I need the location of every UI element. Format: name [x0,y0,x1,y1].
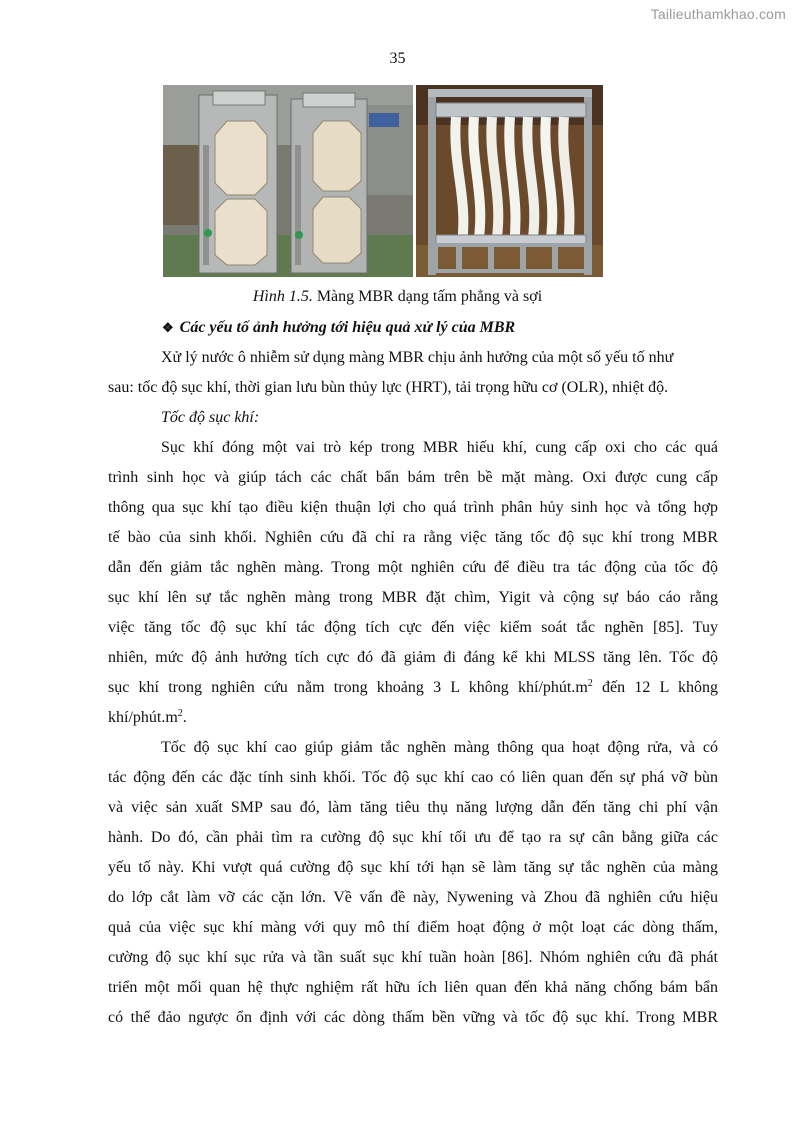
text-fragment: . [182,709,187,726]
section-heading [162,319,515,337]
watermark: Tailieuthamkhao.com [650,6,786,22]
text-fragment: đến 12 L không [592,679,719,696]
text-line: Tốc độ sục khí cao giúp giảm tắc nghẽn màng thông qua hoạt động rửa, và có [161,739,718,756]
text-fragment: sục khí trong nghiên cứu nằm trong khoảng 3 L không khí/phút.m [108,679,588,696]
text-line: do lớp cắt làm vỡ các cặn lớn. Về vấn đề này, Nywening và Zhou đã nghiên cứu hiệu [108,889,718,906]
text-line: tác động đến các đặc tính sinh khối. Tốc độ sục khí cao có liên quan đến sự phá vỡ bùn [108,769,718,786]
text-line: nhiên, mức độ ảnh hưởng tích cực đó đã giảm đi đáng kể khi MLSS tăng lên. Tốc độ [108,649,718,666]
text-line: sau: tốc độ sục khí, thời gian lưu bùn thủy lực (HRT), tải trọng hữu cơ (OLR), nhiệt độ. [108,379,669,396]
superscript: 2 [587,678,593,689]
figure [163,85,603,277]
text-fragment: khí/phút.m [108,709,178,726]
text-line: dẫn đến giảm tắc nghẽn màng. Trong một nghiên cứu để điều tra tác động của tốc độ [108,559,718,576]
body-text [108,343,718,1033]
text-line: sục khí lên sự tắc nghẽn màng trong MBR đặt chìm, Yigit và cộng sự báo cáo rằng [108,589,718,606]
text-line: và việc sản xuất SMP sau đó, làm tăng tiêu thụ năng lượng dẫn đến tăng chi phí vận [108,799,718,816]
section-heading-text: Các yếu tố ảnh hưởng tới hiệu quả xử lý của MBR [179,319,516,336]
text-line: Sục khí đóng một vai trò kép trong MBR hiếu khí, cung cấp oxi cho các quá [161,439,718,456]
text-line: hành. Do đó, cần phải tìm ra cường độ sục khí tối ưu để tạo ra sự cân bằng giữa các [108,829,718,846]
text-line: cường độ sục khí sục rửa và tần suất sục khí tuần hoàn [86]. Nhóm nghiên cứu đã phát [108,949,718,966]
superscript: 2 [177,708,183,719]
text-line: quả của việc sục khí màng với quy mô thí điểm hoạt động ở một loạt các dòng thấm, [108,919,718,936]
figure-caption [0,288,795,306]
text-line: triển một mối quan hệ thực nghiệm rất hữu ích liên quan đến khả năng chống bám bẩn [108,979,718,996]
text-line [108,703,718,733]
flat-sheet-membrane-photo [163,85,413,277]
text-line: trình sinh học và giúp tách các chất bẩn bám trên bề mặt màng. Oxi được cung cấp [108,469,718,486]
text-line: yếu tố này. Khi vượt quá cường độ sục khí tới hạn sẽ làm tăng sự tắc nghẽn của màng [108,859,718,876]
text-line: việc tăng tốc độ sục khí tác động tích cực đến việc kiểm soát tắc nghẽn [85]. Tuy [108,619,718,636]
text-line: Xử lý nước ô nhiễm sử dụng màng MBR chịu ảnh hưởng của một số yếu tố như [161,349,674,366]
text-line [108,673,718,703]
page-number: 35 [389,50,406,67]
hollow-fiber-membrane-photo [416,85,603,277]
text-line: có thể đảo ngược ổn định với các dòng thấm bền vững và tốc độ sục khí. Trong MBR [108,1009,718,1026]
diamond-bullet-icon: ❖ [162,320,174,335]
text-line: thông qua sục khí tạo điều kiện thuận lợi cho quá trình phân hủy sinh học và tổng hợp [108,499,718,516]
caption-label: Hình 1.5. [252,288,313,305]
text-line: tế bào của sinh khối. Nghiên cứu đã chỉ ra rằng việc tăng tốc độ sục khí trong MBR [108,529,718,546]
subheading: Tốc độ sục khí: [161,409,260,426]
caption-text: Màng MBR dạng tấm phẳng và sợi [312,288,543,305]
